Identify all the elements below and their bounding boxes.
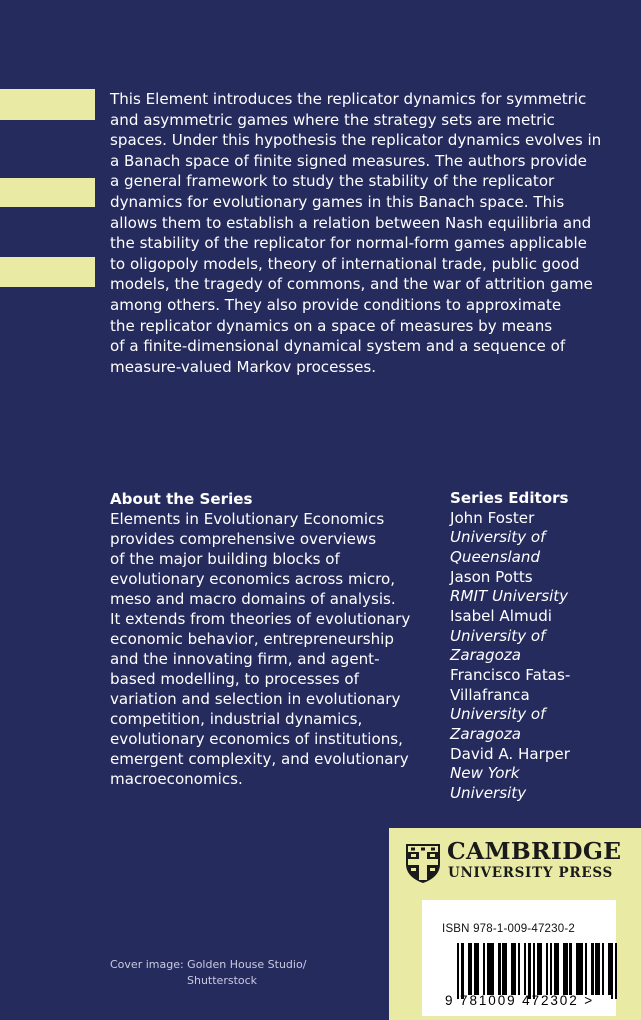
- editor-name: Villafranca: [450, 685, 530, 704]
- editor-affiliation: New York: [450, 764, 520, 782]
- series-line: economic behavior, entrepreneurship: [110, 630, 394, 648]
- series-line: evolutionary economics of institutions,: [110, 730, 403, 748]
- barcode-bar: [492, 943, 494, 995]
- series-description: [110, 509, 430, 789]
- description-line: of a finite-dimensional dynamical system and a sequence of: [110, 337, 566, 356]
- editor-affiliation: Zaragoza: [450, 724, 522, 743]
- editor-affiliation: Zaragoza: [450, 646, 522, 664]
- cambridge-shield-icon: [404, 842, 442, 884]
- isbn-label: ISBN 978-1-009-47230-2: [442, 923, 575, 935]
- description-line: allows them to establish a relation between Nash equilibria and: [110, 213, 592, 232]
- decorative-stripe: [0, 89, 95, 120]
- editor-entry: [450, 745, 630, 804]
- publisher-subname: UNIVERSITY PRESS: [448, 865, 613, 881]
- series-line: of the major building blocks of: [110, 550, 340, 568]
- description-line: dynamics for evolutionary games in this Banach space. This: [110, 192, 565, 211]
- description-line: models, the tragedy of commons, and the war of attrition game: [110, 275, 593, 294]
- series-editors: [450, 489, 630, 804]
- series-line: meso and macro domains of analysis.: [110, 590, 396, 608]
- barcode-bar: [518, 943, 520, 995]
- series-line: competition, industrial dynamics,: [110, 710, 363, 728]
- description-line: among others. They also provide conditions to approximate: [110, 295, 562, 314]
- barcode-bar: [476, 943, 478, 995]
- credit-line: Cover image: Golden House Studio/: [110, 958, 307, 971]
- publisher-name: CAMBRIDGE: [447, 837, 622, 865]
- barcode-bar: [585, 943, 587, 995]
- barcode-bar: [457, 943, 459, 999]
- editor-affiliation: University of: [450, 528, 546, 546]
- editor-entry: [450, 568, 630, 607]
- barcode-bar: [550, 943, 552, 995]
- barcode-bar: [533, 943, 535, 999]
- editor-name: Francisco Fatas-: [450, 666, 571, 684]
- barcode-bar: [528, 943, 530, 999]
- series-line: variation and selection in evolutionary: [110, 690, 401, 708]
- series-line: evolutionary economics across micro,: [110, 570, 396, 588]
- series-line: It extends from theories of evolutionary: [110, 610, 411, 628]
- barcode-bar: [498, 943, 500, 995]
- barcode-bar: [556, 943, 558, 995]
- barcode-bar: [546, 943, 548, 995]
- editor-affiliation: Queensland: [450, 547, 541, 566]
- decorative-stripe: [0, 257, 95, 287]
- description-line: the stability of the replicator for normal-form games applicable: [110, 234, 587, 253]
- series-line: macroeconomics.: [110, 770, 243, 788]
- barcode-digits: 9 781009 472302 >: [445, 993, 595, 1008]
- editor-affiliation: University of: [450, 705, 546, 723]
- barcode-bar: [470, 943, 472, 995]
- editor-name: Jason Potts: [450, 567, 533, 586]
- description-line: This Element introduces the replicator dynamics for symmetric: [110, 90, 587, 108]
- editor-entry: [450, 509, 630, 568]
- credit-line: Shutterstock: [187, 974, 258, 987]
- description-line: the replicator dynamics on a space of measures by means: [110, 316, 553, 335]
- series-line: based modelling, to processes of: [110, 670, 359, 688]
- editor-name: Isabel Almudi: [450, 607, 552, 625]
- series-line: and the innovating firm, and agent-: [110, 650, 380, 668]
- barcode-bar: [539, 943, 541, 995]
- barcode: [457, 943, 617, 995]
- barcode-bar: [505, 943, 507, 995]
- decorative-stripe: [0, 178, 95, 207]
- editor-name: David A. Harper: [450, 744, 570, 763]
- editor-affiliation: University of: [450, 626, 546, 645]
- description-line: and asymmetric games where the strategy sets are metric: [110, 110, 555, 129]
- description-line: a general framework to study the stability of the replicator: [110, 172, 555, 191]
- editors-heading: Series Editors: [450, 489, 569, 507]
- editor-entry: [450, 666, 630, 744]
- description-line: to oligopoly models, theory of international trade, public good: [110, 254, 580, 273]
- about-the-series: [110, 489, 430, 789]
- editor-affiliation: University: [450, 783, 527, 802]
- barcode-bar: [524, 943, 526, 995]
- description-line: a Banach space of finite signed measures. The authors provide: [110, 151, 587, 170]
- series-heading: About the Series: [110, 490, 253, 508]
- editor-affiliation: RMIT University: [450, 587, 569, 605]
- book-description: [110, 89, 612, 377]
- barcode-bar: [569, 943, 571, 995]
- series-line: emergent complexity, and evolutionary: [110, 750, 409, 768]
- barcode-bar: [602, 943, 604, 995]
- series-line: provides comprehensive overviews: [110, 530, 377, 548]
- cover-image-credit: [110, 957, 306, 989]
- barcode-bar: [580, 943, 582, 995]
- editor-name: John Foster: [450, 508, 535, 527]
- barcode-bar: [483, 943, 485, 995]
- barcode-bar: [598, 943, 600, 995]
- description-line: measure-valued Markov processes.: [110, 357, 377, 376]
- barcode-bar: [611, 943, 613, 999]
- barcode-bar: [461, 943, 463, 999]
- barcode-bar: [513, 943, 515, 995]
- barcode-bar: [591, 943, 593, 995]
- description-line: spaces. Under this hypothesis the replicator dynamics evolves in: [110, 131, 602, 150]
- editors-list: [450, 509, 630, 804]
- series-line: Elements in Evolutionary Economics: [110, 510, 385, 528]
- barcode-bar: [615, 943, 617, 999]
- barcode-bar: [565, 943, 567, 995]
- publisher-panel: [389, 828, 641, 1020]
- editor-entry: [450, 607, 630, 666]
